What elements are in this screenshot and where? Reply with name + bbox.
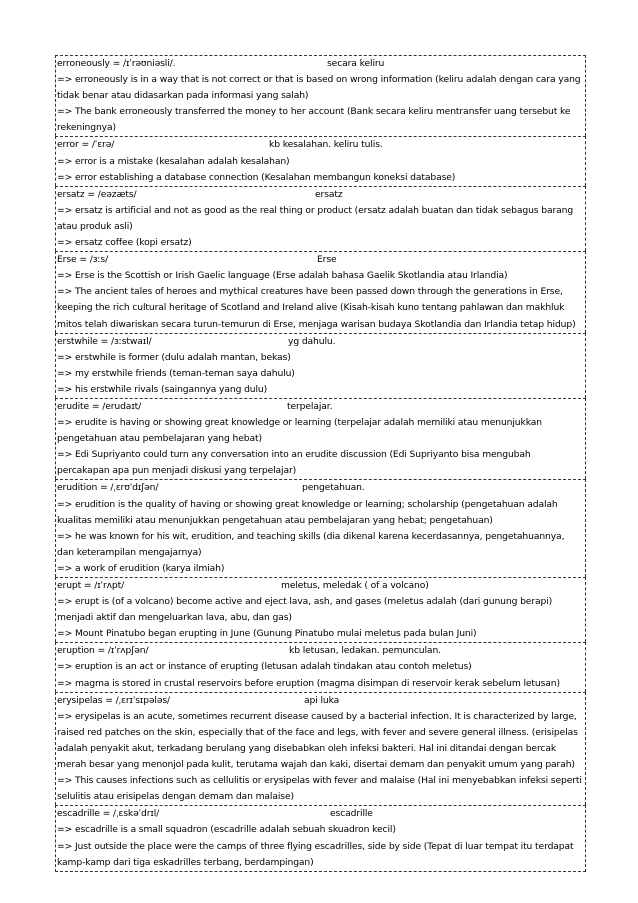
entry-headword: escadrille = /ˌɛskəˈdrɪl/ <box>57 808 160 820</box>
entry-line: => The ancient tales of heroes and mythical creatures have been passed down through the generations in Erse, keeping the rich cultural heritage of Scotland and Ireland alive (Kisah-kisah kuno tentang pahlawan dan makhluk mitos telah diwariskan secara turun-temurun di Erse, menjaga warisan budaya Skotlandia dan Irlandia tetap hidup) <box>57 286 576 330</box>
entry-meaning: escadrille <box>330 808 373 820</box>
entry-header <box>57 643 583 659</box>
dictionary-entry <box>55 55 586 136</box>
entry-line: => This causes infections such as cellulitis or erysipelas with fever and malaise (Hal ini menyebabkan infeksi seperti selulitis atau erisipelas dengan demam dan malaise) <box>57 775 582 803</box>
entry-headword: erudite = /erudaɪt/ <box>57 400 142 412</box>
entry-line: => a work of erudition (karya ilmiah) <box>57 562 225 574</box>
dictionary-entry <box>55 333 586 398</box>
dictionary-entry <box>55 805 586 871</box>
entry-headword: erupt = /ɪˈrʌpt/ <box>57 580 125 591</box>
entry-line: => erudite is having or showing great knowledge or learning (terpelajar adalah memiliki atau menunjukkan pengetahuan atau pembelajaran yang hebat) <box>57 417 542 445</box>
entry-line: => ersatz is artificial and not as good as the real thing or product (ersatz adalah buatan dan tidak sebagus barang atau produk asli) <box>57 204 574 232</box>
entry-line: => error is a mistake (kesalahan adalah kesalahan) <box>57 155 290 167</box>
entry-header <box>57 693 583 709</box>
entry-meaning: ersatz <box>315 188 343 200</box>
entry-line: => The bank erroneously transferred the money to her account (Bank secara keliru mentransfer uang tersebut ke rekeningnya) <box>57 106 571 134</box>
dictionary-entry <box>55 479 586 577</box>
entry-header <box>57 56 583 72</box>
entry-headword: erysipelas = /ˌɛrɪˈsɪpələs/ <box>57 694 171 706</box>
entry-line: => erysipelas is an acute, sometimes recurrent disease caused by a bacterial infection. It is characterized by large, raised red patches on the skin, especially that of the face and legs, with fever and severe general illness. (erisipelas adalah penyakit akut, terkadang berulang yang disebabkan oleh infeksi bakteri. Hal ini ditandai dengan bercak merah besar yang menonjol pada kulit, terutama wajah dan kaki, disertai demam dan penyakit umum yang parah) <box>57 710 578 771</box>
entry-meaning: meletus, meledak ( of a volcano) <box>281 580 429 591</box>
entry-meaning: terpelajar. <box>287 400 333 412</box>
dictionary-entry <box>55 136 586 185</box>
entry-line: => erudition is the quality of having or showing great knowledge or learning; scholarship (pengetahuan adalah kualitas memiliki atau menunjukkan pengetahuan atau pembelajaran yang hebat; pengetahuan) <box>57 498 558 526</box>
entry-line: => Just outside the place were the camps of three flying escadrilles, side by side (Tepat di luar tempat itu terdapat kamp-kamp dari tiga eskadrilles terbang, berdampingan) <box>57 840 574 868</box>
entry-line: => Erse is the Scottish or Irish Gaelic language (Erse adalah bahasa Gaelik Skotlandia atau Irlandia) <box>57 270 508 282</box>
entry-line: => my erstwhile friends (teman-teman saya dahulu) <box>57 367 295 379</box>
entry-meaning: Erse <box>317 254 337 266</box>
entry-header <box>57 334 583 350</box>
entry-meaning: secara keliru <box>327 58 385 69</box>
entry-meaning: api luka <box>304 694 340 706</box>
entry-line: => erupt is (of a volcano) become active and eject lava, ash, and gases (meletus adalah (dari gunung berapi) menjadi aktif dan mengeluarkan lava, abu, dan gas) <box>57 596 553 624</box>
entry-line: => he was known for his wit, erudition, and teaching skills (dia dikenal karena kecerdasannya, pengetahuannya, dan keterampilan mengajarnya) <box>57 530 565 558</box>
entry-line: => escadrille is a small squadron (escadrille adalah sebuah skuadron kecil) <box>57 824 396 836</box>
entry-meaning: pengetahuan. <box>302 482 365 494</box>
dictionary-entry <box>55 186 586 251</box>
entry-header <box>57 252 583 268</box>
entry-headword: erudition = /ˌɛrʊˈdɪʃən/ <box>57 482 159 494</box>
dictionary-entry <box>55 692 586 806</box>
entry-headword: error = /ˈɛrə/ <box>57 139 115 151</box>
entry-headword: Erse = /ɜːs/ <box>57 254 109 266</box>
entry-meaning: kb letusan, ledakan. pemunculan. <box>289 645 441 657</box>
entry-line: => eruption is an act or instance of erupting (letusan adalah tindakan atau contoh meletus) <box>57 661 472 673</box>
dictionary-entry <box>55 642 586 691</box>
entry-header <box>57 806 583 822</box>
entry-meaning: yg dahulu. <box>288 335 336 347</box>
entry-line: => erroneously is in a way that is not correct or that is based on wrong information (keliru adalah dengan cara yang tidak benar atau didasarkan pada informasi yang salah) <box>57 74 581 102</box>
entry-headword: erroneously = /ɪˈrəʊniəsli/. <box>57 58 176 69</box>
dictionary-entry <box>55 398 586 479</box>
dictionary-entry <box>55 251 586 332</box>
entry-line: => his erstwhile rivals (saingannya yang dulu) <box>57 383 268 395</box>
entry-header <box>57 578 583 594</box>
entry-meaning: kb kesalahan. keliru tulis. <box>269 139 383 151</box>
dictionary-sheet <box>55 55 586 872</box>
entry-headword: erstwhile = /ɜːstwaɪl/ <box>57 335 152 347</box>
dictionary-entry <box>55 577 586 642</box>
entry-line: => magma is stored in crustal reservoirs before eruption (magma disimpan di reservoir kerak sebelum letusan) <box>57 677 560 689</box>
entry-line: => Mount Pinatubo began erupting in June (Gunung Pinatubo mulai meletus pada bulan Juni) <box>57 628 477 640</box>
entry-line: => error establishing a database connection (Kesalahan membangun koneksi database) <box>57 171 456 183</box>
entry-header <box>57 137 583 153</box>
entry-line: => erstwhile is former (dulu adalah mantan, bekas) <box>57 351 291 363</box>
entry-line: => Edi Supriyanto could turn any conversation into an erudite discussion (Edi Supriyanto bisa mengubah percakapan apa pun menjadi diskusi yang terpelajar) <box>57 449 531 477</box>
entry-header <box>57 480 583 496</box>
entry-header <box>57 187 583 203</box>
entry-line: => ersatz coffee (kopi ersatz) <box>57 237 192 249</box>
entry-headword: ersatz = /eəzæts/ <box>57 188 137 200</box>
entry-headword: eruption = /ɪˈrʌpʃən/ <box>57 645 149 657</box>
entry-header <box>57 399 583 415</box>
